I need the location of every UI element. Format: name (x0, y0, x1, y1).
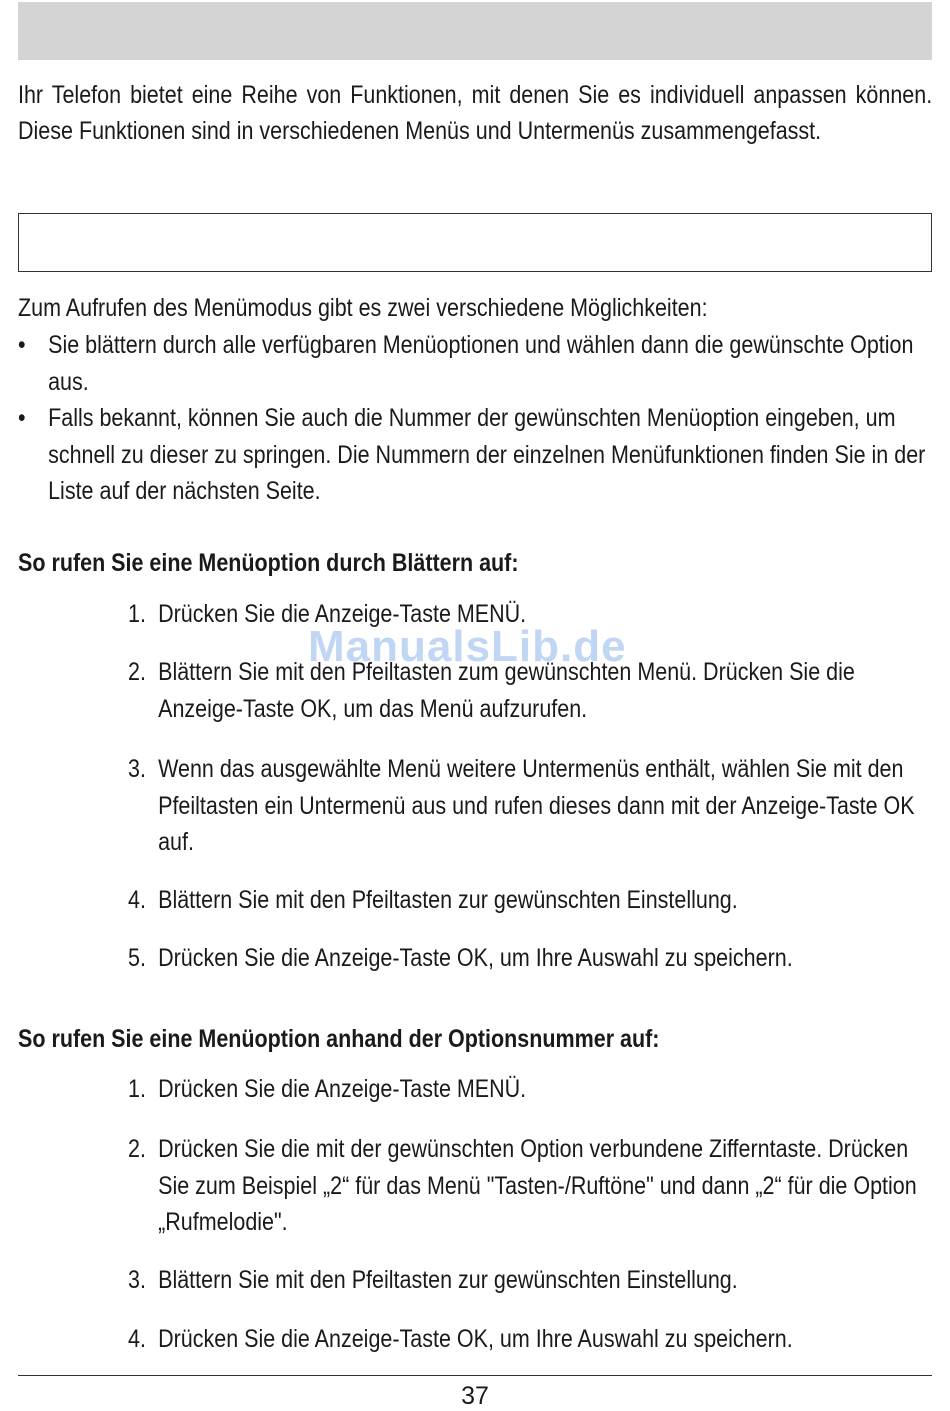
watermark: ManualsLib.de (308, 622, 627, 671)
intro-paragraph: Ihr Telefon bietet eine Reihe von Funktionen, mit denen Sie es individuell anpassen können. Diese Funktionen sind in verschiedenen Menüs und Untermenüs zusammengefasst. (18, 81, 933, 145)
step-number: 2. (128, 1135, 146, 1163)
step-text: Drücken Sie die mit der gewünschten Option verbundene Zifferntaste. Drücken Sie zum Beispiel „2“ für das Menü "Tasten-/Ruftöne" und dann „2“ für die Option „Rufmelodie". (158, 1135, 917, 1236)
footer-divider (18, 1375, 932, 1376)
step-item (128, 882, 936, 919)
bullet-item (18, 400, 932, 510)
document-page (18, 0, 932, 1409)
step-text: Wenn das ausgewählte Menü weitere Untermenüs enthält, wählen Sie mit den Pfeiltasten ein Untermenü aus und rufen dieses dann mit der Anzeige-Taste OK auf. (158, 755, 915, 856)
page-number: 37 (461, 1382, 489, 1410)
section-heading-scroll: So rufen Sie eine Menüoption durch Blättern auf: (18, 549, 519, 577)
step-text: Drücken Sie die Anzeige-Taste MENÜ. (158, 600, 527, 628)
step-text: Drücken Sie die Anzeige-Taste OK, um Ihre Auswahl zu speichern. (158, 1325, 793, 1353)
step-number: 5. (128, 944, 146, 972)
step-text: Blättern Sie mit den Pfeiltasten zum gewünschten Menü. Drücken Sie die Anzeige-Taste OK, um das Menü aufzurufen. (158, 658, 855, 723)
step-number: 1. (128, 1075, 146, 1103)
step-text: Blättern Sie mit den Pfeiltasten zur gewünschten Einstellung. (158, 1266, 738, 1294)
section-heading-number: So rufen Sie eine Menüoption anhand der Optionsnummer auf: (18, 1025, 660, 1053)
step-number: 4. (128, 1325, 146, 1353)
bullet-list (18, 327, 932, 510)
bullet-dot-icon: • (18, 404, 26, 432)
step-item (128, 1262, 936, 1299)
chapter-title-bar (18, 2, 932, 60)
step-item (128, 1321, 936, 1358)
step-number: 3. (128, 755, 146, 783)
section-title-box (18, 213, 932, 272)
bullet-dot-icon: • (18, 331, 26, 359)
bullet-item (18, 327, 932, 400)
step-number: 1. (128, 600, 146, 628)
step-number: 3. (128, 1266, 146, 1294)
step-item (128, 940, 936, 977)
menu-mode-intro: Zum Aufrufen des Menümodus gibt es zwei verschiedene Möglichkeiten: (18, 294, 708, 322)
step-item (128, 1131, 936, 1241)
step-text: Blättern Sie mit den Pfeiltasten zur gewünschten Einstellung. (158, 886, 738, 914)
step-text: Drücken Sie die Anzeige-Taste MENÜ. (158, 1075, 527, 1103)
step-number: 4. (128, 886, 146, 914)
step-text: Drücken Sie die Anzeige-Taste OK, um Ihre Auswahl zu speichern. (158, 944, 793, 972)
bullet-text: Falls bekannt, können Sie auch die Nummer der gewünschten Menüoption eingeben, um schnell zu dieser zu springen. Die Nummern der einzelnen Menüfunktionen finden Sie in der Liste auf der nächsten Seite. (48, 404, 926, 505)
step-item (128, 1071, 936, 1108)
bullet-text: Sie blättern durch alle verfügbaren Menüoptionen und wählen dann die gewünschte Option aus. (48, 331, 914, 396)
step-number: 2. (128, 658, 146, 686)
step-item (128, 751, 936, 861)
